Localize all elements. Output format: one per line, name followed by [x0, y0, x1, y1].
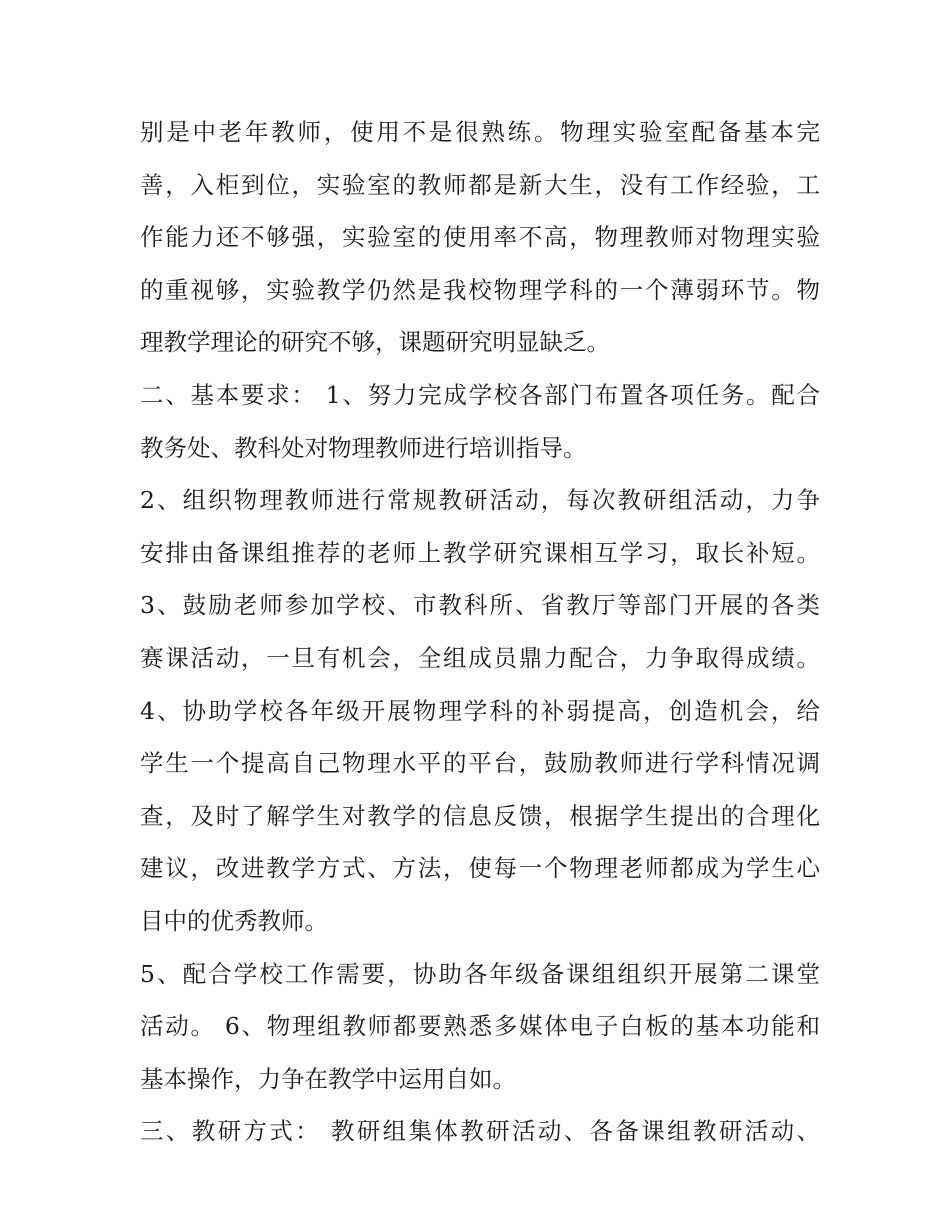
text-line: 5、配合学校工作需要，协助各年级备课组组织开展第二课堂 [140, 959, 820, 988]
text-line: 赛课活动，一旦有机会，全组成员鼎力配合，力争取得成绩。 [140, 643, 820, 672]
text-line: 查，及时了解学生对教学的信息反馈，根据学生提出的合理化 [140, 801, 820, 830]
text-line: 三、教研方式： 教研组集体教研活动、各备课组教研活动、 [140, 1117, 820, 1146]
text-line: 目中的优秀教师。 [140, 906, 328, 935]
text-line: 别是中老年教师，使用不是很熟练。物理实验室配备基本完 [140, 118, 820, 146]
text-line: 2、组织物理教师进行常规教研活动，每次教研组活动，力争 [140, 486, 820, 515]
text-line: 活动。 6、物理组教师都要熟悉多媒体电子白板的基本功能和 [140, 1012, 820, 1041]
text-line: 二、基本要求： 1、努力完成学校各部门布置各项任务。配合 [140, 380, 820, 409]
text-line: 4、协助学校各年级开展物理学科的补弱提高，创造机会，给 [140, 696, 820, 725]
text-line: 作能力还不够强，实验室的使用率不高，物理教师对物理实验 [140, 223, 820, 252]
body-text [140, 106, 820, 1158]
text-line: 的重视够，实验教学仍然是我校物理学科的一个薄弱环节。物 [140, 275, 820, 304]
text-line: 安排由备课组推荐的老师上教学研究课相互学习，取长补短。 [140, 538, 820, 567]
text-line: 3、鼓励老师参加学校、市教科所、省教厅等部门开展的各类 [140, 591, 820, 620]
text-line: 学生一个提高自己物理水平的平台，鼓励教师进行学科情况调 [140, 749, 820, 778]
text-line: 教务处、教科处对物理教师进行培训指导。 [140, 433, 587, 462]
text-line: 基本操作，力争在教学中运用自如。 [140, 1064, 516, 1093]
text-line: 建议，改进教学方式、方法，使每一个物理老师都成为学生心 [140, 854, 820, 883]
text-line: 理教学理论的研究不够，课题研究明显缺乏。 [140, 328, 610, 357]
text-line: 善，入柜到位，实验室的教师都是新大生，没有工作经验，工 [140, 170, 820, 199]
